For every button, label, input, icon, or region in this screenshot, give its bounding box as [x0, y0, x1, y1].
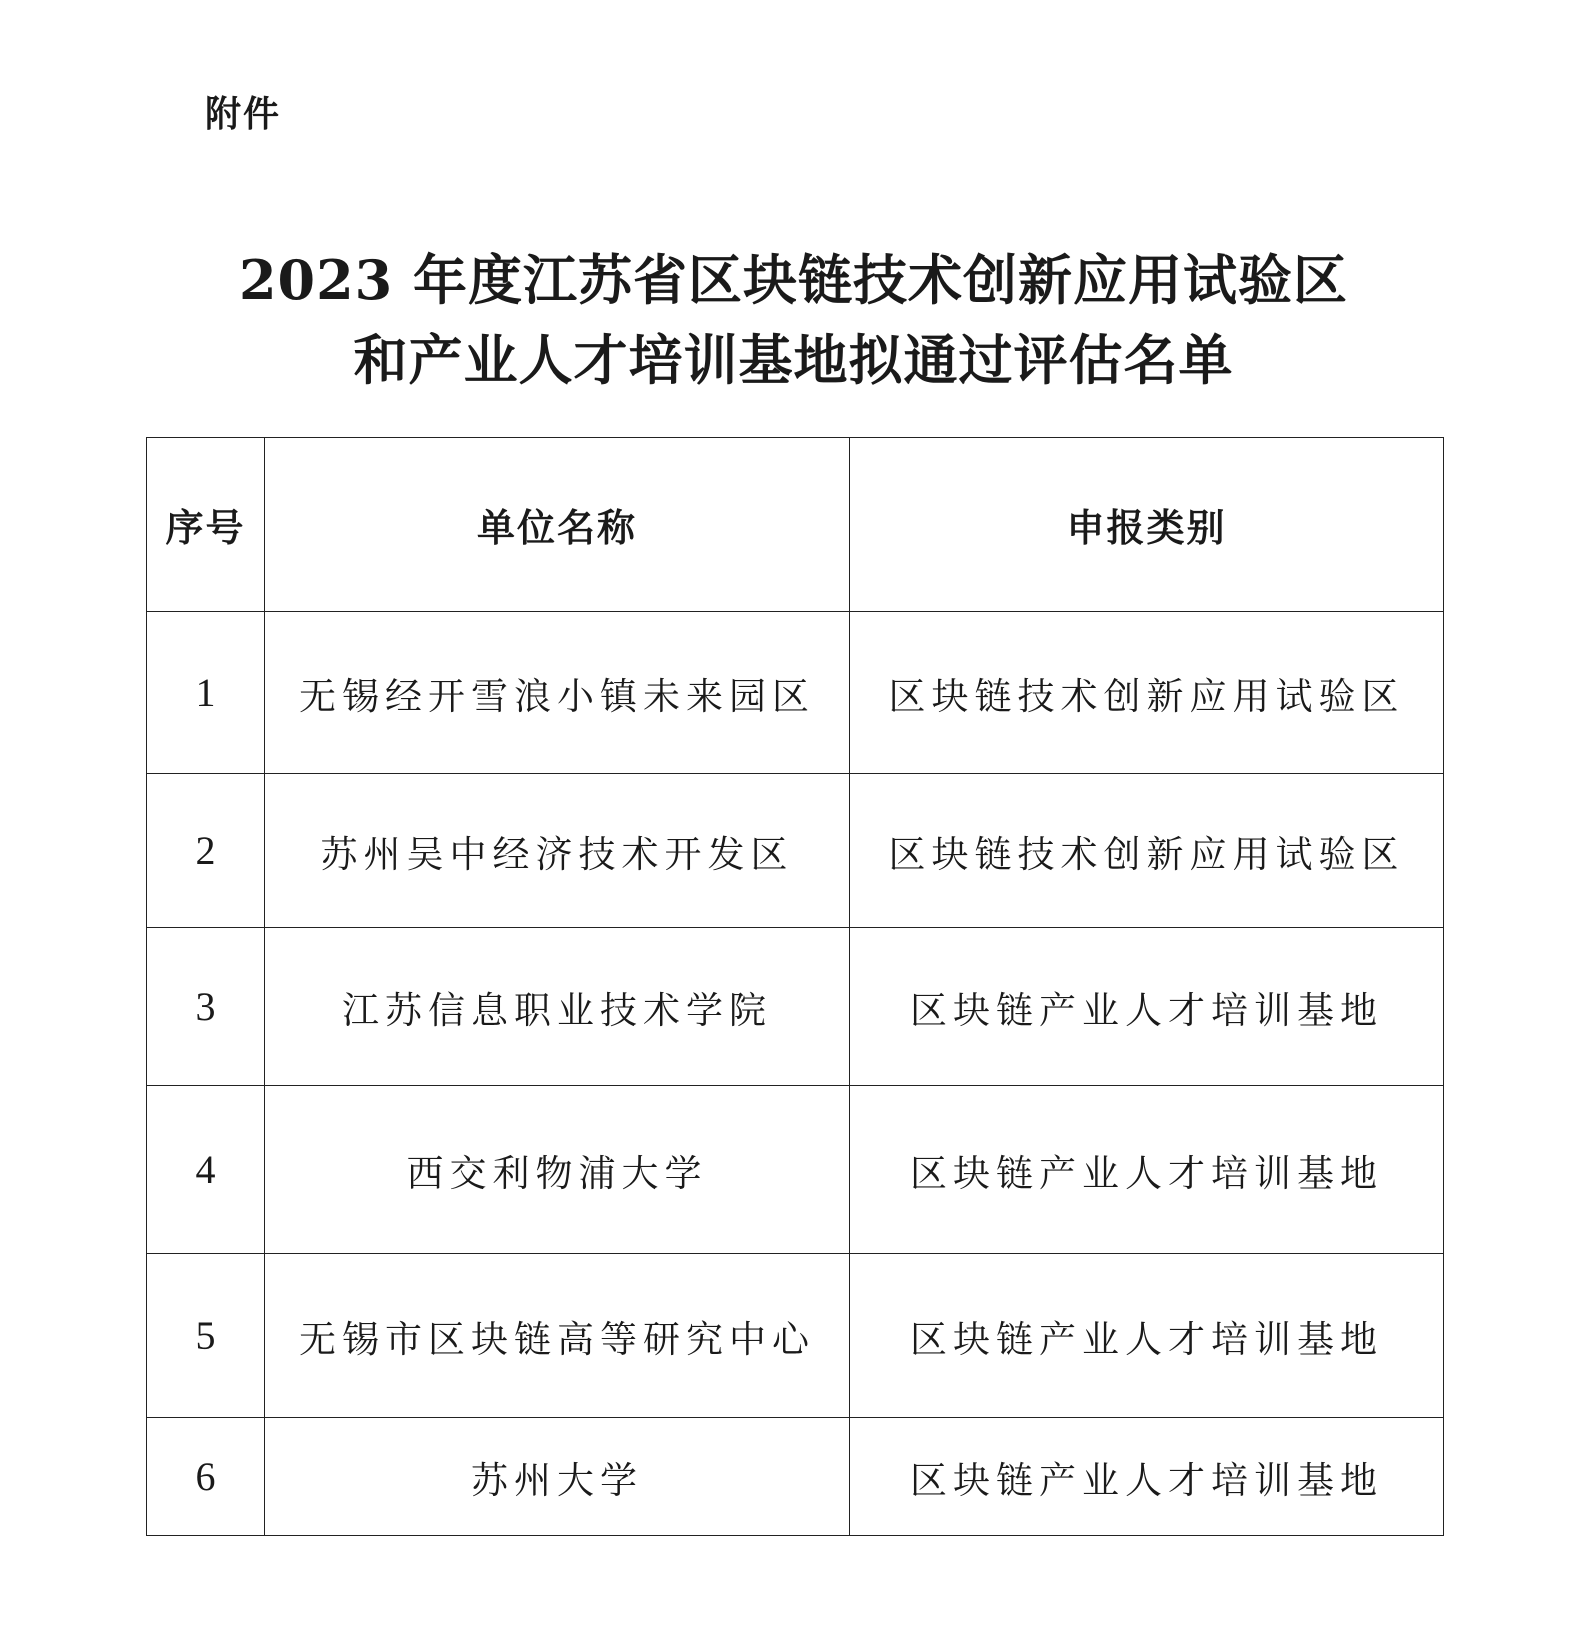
row-unit-name: 西交利物浦大学	[265, 1086, 850, 1254]
row-index: 4	[147, 1086, 265, 1254]
document-title	[0, 240, 1587, 400]
row-category: 区块链产业人才培训基地	[850, 1418, 1444, 1536]
evaluation-list-table	[146, 437, 1444, 1536]
row-index: 3	[147, 928, 265, 1086]
row-category: 区块链产业人才培训基地	[850, 928, 1444, 1086]
row-index: 1	[147, 612, 265, 774]
table-row	[147, 928, 1444, 1086]
table-row	[147, 612, 1444, 774]
table-row	[147, 1254, 1444, 1418]
header-category: 申报类别	[850, 438, 1444, 612]
row-unit-name: 江苏信息职业技术学院	[265, 928, 850, 1086]
header-index: 序号	[147, 438, 265, 612]
row-unit-name: 无锡市区块链高等研究中心	[265, 1254, 850, 1418]
row-index: 5	[147, 1254, 265, 1418]
row-category: 区块链技术创新应用试验区	[850, 774, 1444, 928]
table-row	[147, 1418, 1444, 1536]
row-category: 区块链技术创新应用试验区	[850, 612, 1444, 774]
attachment-label: 附件	[205, 94, 282, 135]
table-row	[147, 1086, 1444, 1254]
row-category: 区块链产业人才培训基地	[850, 1254, 1444, 1418]
title-line-2: 和产业人才培训基地拟通过评估名单	[353, 328, 1234, 392]
row-unit-name: 苏州大学	[265, 1418, 850, 1536]
table-row	[147, 774, 1444, 928]
row-index: 2	[147, 774, 265, 928]
header-unit-name: 单位名称	[265, 438, 850, 612]
row-index: 6	[147, 1418, 265, 1536]
row-unit-name: 无锡经开雪浪小镇未来园区	[265, 612, 850, 774]
table-header-row	[147, 438, 1444, 612]
title-line-1: 2023 年度江苏省区块链技术创新应用试验区	[238, 248, 1349, 312]
row-category: 区块链产业人才培训基地	[850, 1086, 1444, 1254]
row-unit-name: 苏州吴中经济技术开发区	[265, 774, 850, 928]
